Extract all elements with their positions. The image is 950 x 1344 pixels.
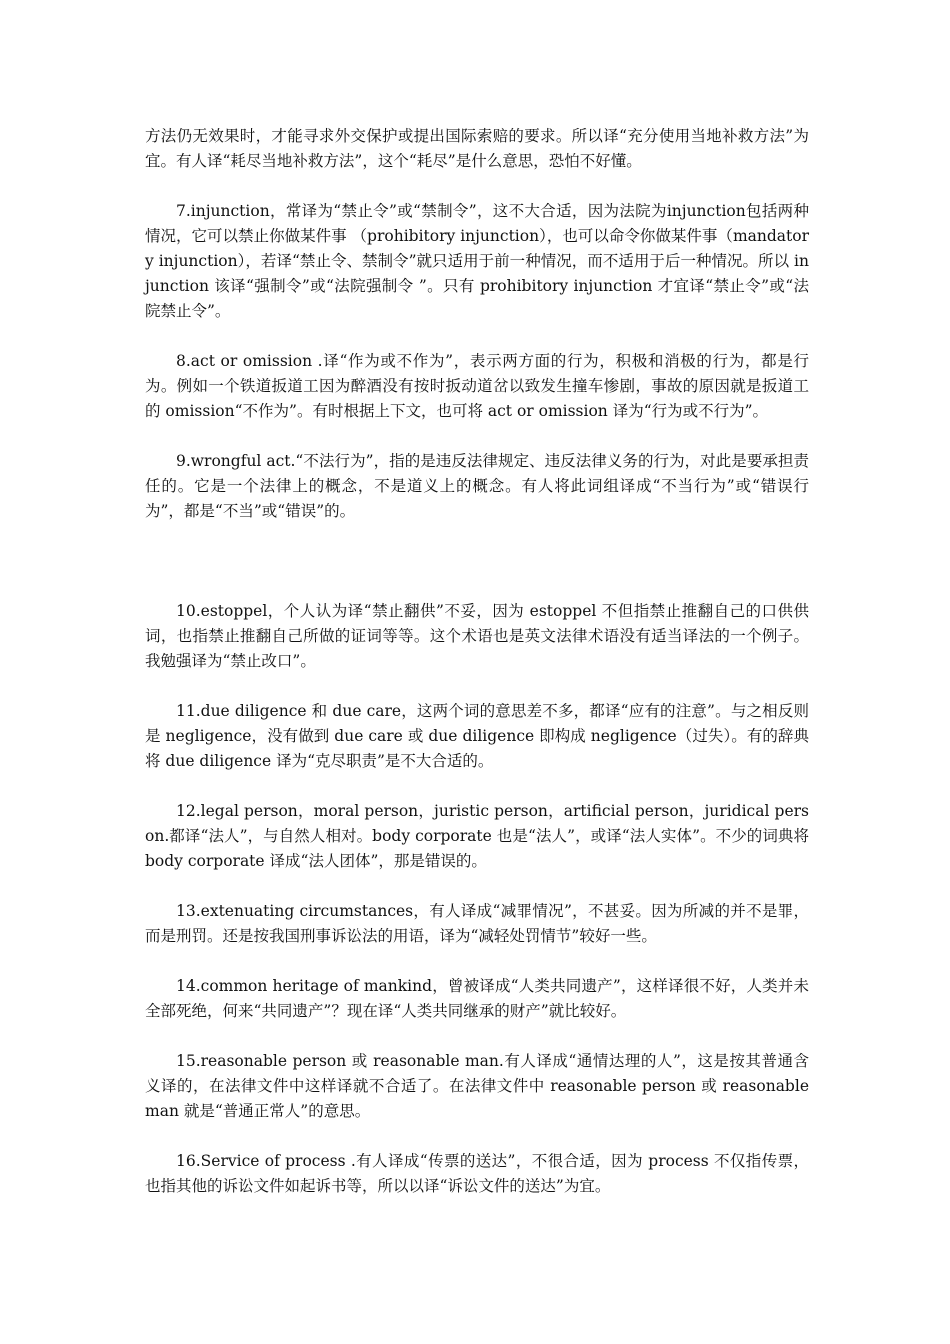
paragraph-due-diligence: 11.due diligence 和 due care，这两个词的意思差不多，都译“应有的注意”。与之相反则是 negligence，没有做到 due care 或 due diligence 即构成 negligence（过失）。有的辞典将 due diligence 译为“克尽职责”是不大合适的。: [145, 702, 809, 770]
paragraph-wrongful-act: 9.wrongful act.“不法行为”，指的是违反法律规定、违反法律义务的行为，对此是要承担责任的。它是一个法律上的概念，不是道义上的概念。有人将此词组译成“不当行为”或“错误行为”，都是“不当”或“错误”的。: [145, 452, 809, 520]
paragraph-service-of-process: 16.Service of process .有人译成“传票的送达”，不很合适，因为 process 不仅指传票，也指其他的诉讼文件如起诉书等，所以以译“诉讼文件的送达”为宜。: [145, 1152, 809, 1195]
blank-space: [145, 549, 809, 599]
paragraph-continuation: 方法仍无效果时，才能寻求外交保护或提出国际索赔的要求。所以译“充分使用当地补救方法”为宜。有人译“耗尽当地补救方法”，这个“耗尽”是什么意思，恐怕不好懂。: [145, 127, 809, 170]
paragraph-common-heritage: 14.common heritage of mankind，曾被译成“人类共同遗产”，这样译很不好，人类并未全部死绝，何来“共同遗产”？现在译“人类共同继承的财产”就比较好。: [145, 977, 809, 1020]
paragraph-act-or-omission: 8.act or omission .译“作为或不作为”，表示两方面的行为，积极和消极的行为，都是行为。例如一个铁道扳道工因为醉酒没有按时扳动道岔以致发生撞车惨剧，事故的原因就是扳道工的 omission“不作为”。有时根据上下文，也可将 act or omission 译为“行为或不行为”。: [145, 352, 809, 420]
document-body: [145, 124, 809, 1224]
paragraph-injunction: 7.injunction，常译为“禁止令”或“禁制令”，这不大合适，因为法院为injunction包括两种情况，它可以禁止你做某件事 （prohibitory injunction），也可以命令你做某件事（mandatory injunction），若译“禁止令、禁制令”就只适用于前一种情况，而不适用于后一种情况。所以 injunction 该译“强制令”或“法院强制令 ”。只有 prohibitory injunction 才宜译“禁止令”或“法院禁止令”。: [145, 202, 809, 320]
paragraph-estoppel: 10.estoppel，个人认为译“禁止翻供”不妥，因为 estoppel 不但指禁止推翻自己的口供供词，也指禁止推翻自己所做的证词等等。这个术语也是英文法律术语没有适当译法的一个例子。我勉强译为“禁止改口”。: [145, 602, 809, 670]
paragraph-legal-person: 12.legal person，moral person，juristic person，artificial person，juridical person.都译“法人”，与自然人相对。body corporate 也是“法人”，或译“法人实体”。不少的词典将 body corporate 译成“法人团体”，那是错误的。: [145, 802, 809, 870]
paragraph-extenuating-circumstances: 13.extenuating circumstances，有人译成“减罪情况”，不甚妥。因为所减的并不是罪，而是刑罚。还是按我国刑事诉讼法的用语，译为“减轻处罚情节”较好一些。: [145, 902, 809, 945]
paragraph-reasonable-person: 15.reasonable person 或 reasonable man.有人译成“通情达理的人”，这是按其普通含义译的，在法律文件中这样译就不合适了。在法律文件中 reasonable person 或 reasonable man 就是“普通正常人”的意思。: [145, 1052, 809, 1120]
